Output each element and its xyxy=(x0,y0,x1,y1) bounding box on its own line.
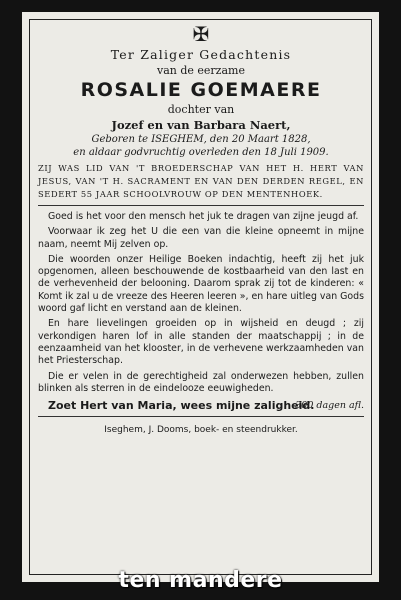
relation: dochter van xyxy=(167,103,235,116)
birth-line: Geboren te ISEGHEM, den 20 Maart 1828, xyxy=(91,134,311,145)
membership-text: ZIJ WAS LID VAN 'T BROEDERSCHAP VAN HET H. HERT VAN JESUS, VAN 'T H. SACRAMENT EN VAN DEN DERDEN REGEL, EN SEDERT 55 JAAR SCHOOLVROUW OP DEN MENTENHOEK. xyxy=(38,163,364,199)
paragraph: Goed is het voor den mensch het juk te dragen van zijne jeugd af. xyxy=(48,211,359,222)
card-content xyxy=(38,24,364,435)
paragraph: Die er velen in de gerechtigheid zal onderwezen hebben, zullen blinken als sterren in de eindelooze eeuwigheden. xyxy=(38,370,364,394)
card-paper xyxy=(22,12,379,582)
watermark: ten mandere xyxy=(118,568,283,593)
subheading: van de eerzame xyxy=(157,64,245,77)
indulgence: 300 dagen afl. xyxy=(295,400,364,412)
parents: Jozef en van Barbara Naert, xyxy=(111,118,291,132)
heading: Ter Zaliger Gedachtenis xyxy=(110,47,292,62)
paragraph: Voorwaar ik zeg het U die een van die kleine opneemt in mijne naam, neemt Mij zelven op. xyxy=(38,226,364,250)
divider xyxy=(38,205,364,206)
paragraph: Die woorden onzer Heilige Boeken indachtig, heeft zij het juk opgenomen, alleen beschouwende de kostbaarheid van den last en de verhevenheid der belooning. Daarom sprak zij tot de kinderen: « Komt ik zal u de vreeze des Heeren leeren », en hare uitleg van Gods woord gaf licht en verstand aan de kleinen. xyxy=(38,253,364,315)
death-line: en aldaar godvruchtig overleden den 18 Juli 1909. xyxy=(73,147,329,158)
paragraph: En hare lievelingen groeiden op in wijsheid en deugd ; zij verkondigen haren lof in alle standen der maatschappij ; in de eenzaamheid van het klooster, in de verhevene werkzaamheden van het Priesterschap. xyxy=(38,318,364,367)
cross-icon: ✠ xyxy=(192,22,210,46)
divider xyxy=(38,416,364,417)
closing-prayer: Zoet Hert van Maria, wees mijne zaligheid. xyxy=(48,399,315,413)
deceased-name: ROSALIE GOEMAERE xyxy=(80,79,322,101)
printer-line: Iseghem, J. Dooms, boek- en steendrukker. xyxy=(104,425,298,436)
